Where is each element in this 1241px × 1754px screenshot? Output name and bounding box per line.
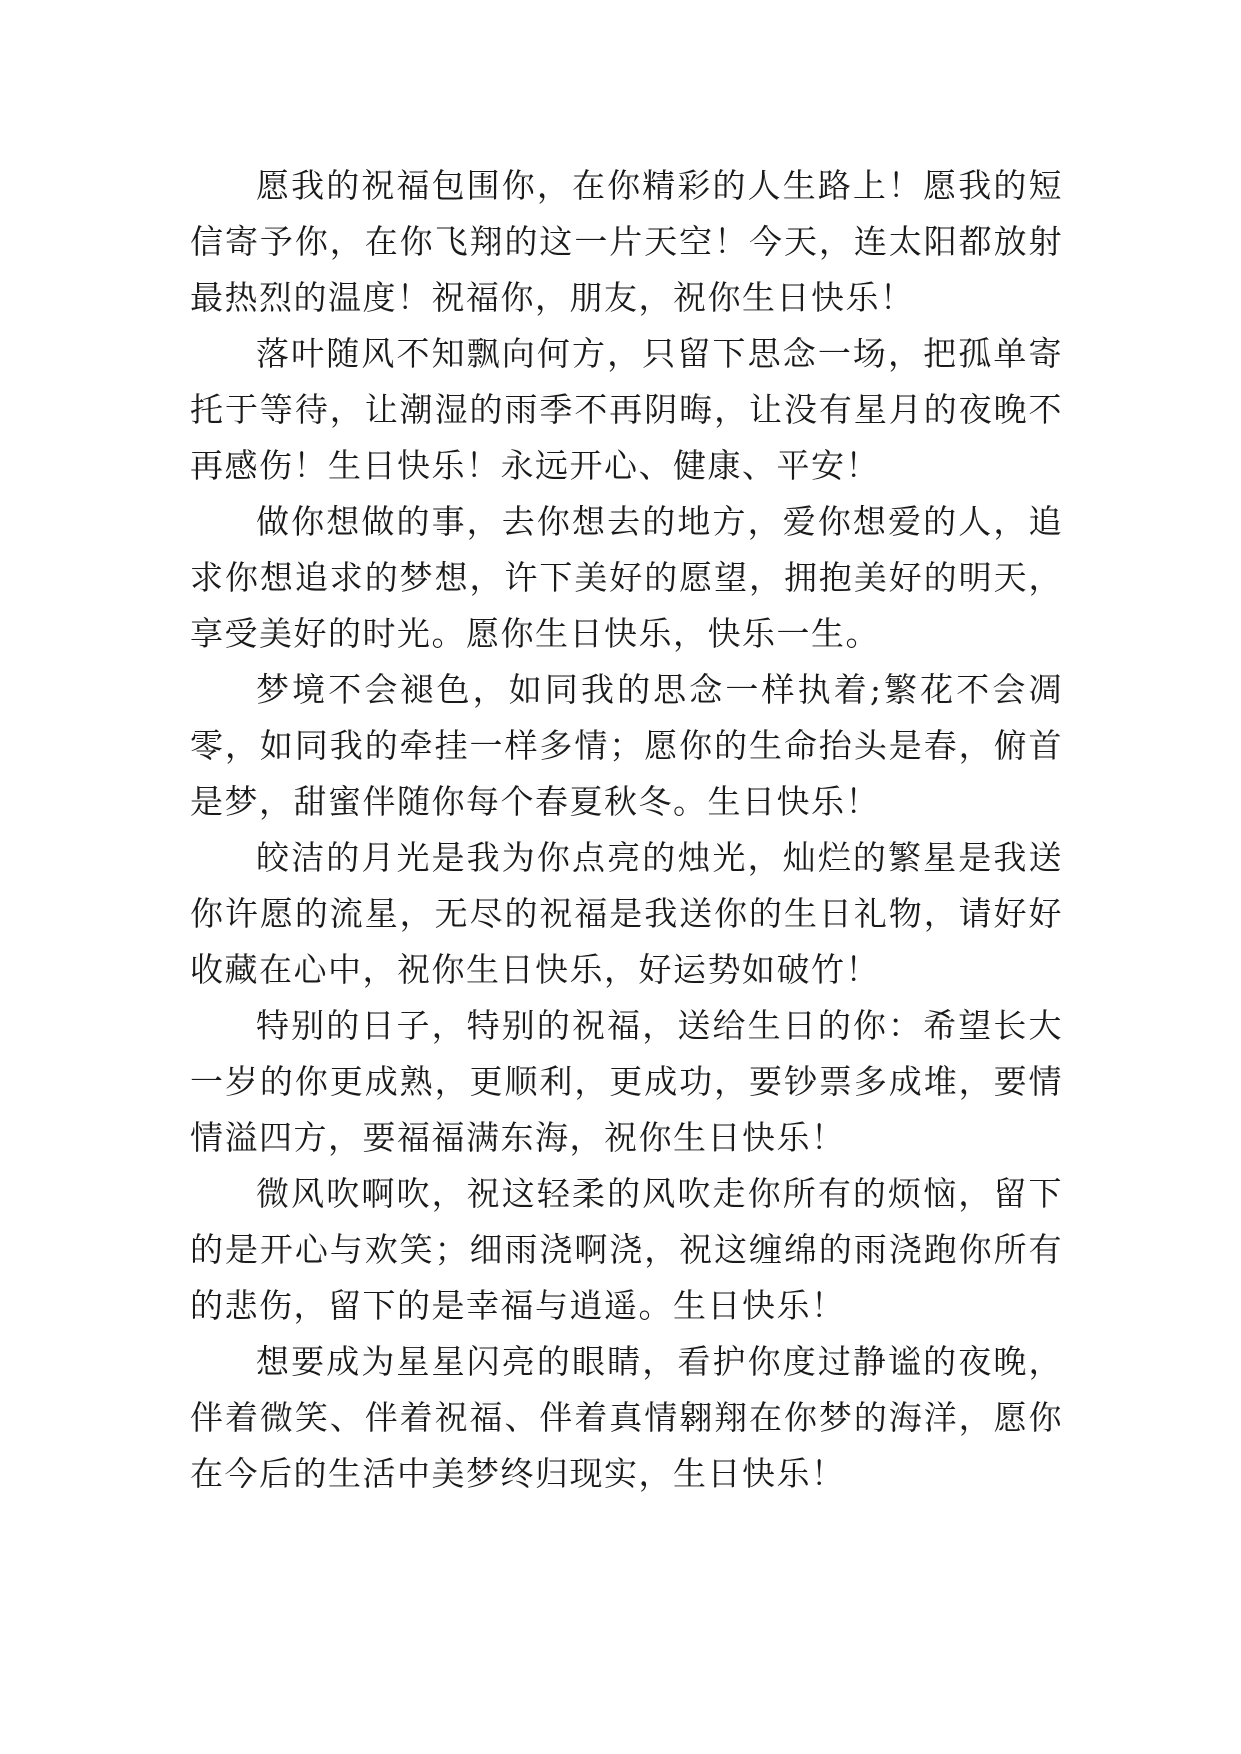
paragraph: 微风吹啊吹，祝这轻柔的风吹走你所有的烦恼，留下的是开心与欢笑；细雨浇啊浇，祝这缠绵的雨浇跑你所有的悲伤，留下的是幸福与逍遥。生日快乐！ [190,1174,1063,1325]
paragraph: 想要成为星星闪亮的眼睛，看护你度过静谧的夜晚，伴着微笑、伴着祝福、伴着真情翱翔在你梦的海洋，愿你在今后的生活中美梦终归现实，生日快乐！ [190,1342,1063,1493]
paragraph: 特别的日子，特别的祝福，送给生日的你：希望长大一岁的你更成熟，更顺利，更成功，要钞票多成堆，要情情溢四方，要福福满东海，祝你生日快乐！ [190,1006,1063,1157]
paragraph: 落叶随风不知飘向何方，只留下思念一场，把孤单寄托于等待，让潮湿的雨季不再阴晦，让没有星月的夜晚不再感伤！生日快乐！永远开心、健康、平安！ [190,334,1063,485]
paragraph: 愿我的祝福包围你，在你精彩的人生路上！愿我的短信寄予你，在你飞翔的这一片天空！今天，连太阳都放射最热烈的温度！祝福你，朋友，祝你生日快乐！ [190,166,1063,317]
paragraph: 做你想做的事，去你想去的地方，爱你想爱的人，追求你想追求的梦想，许下美好的愿望，拥抱美好的明天，享受美好的时光。愿你生日快乐，快乐一生。 [190,502,1063,653]
paragraph: 皎洁的月光是我为你点亮的烛光，灿烂的繁星是我送你许愿的流星，无尽的祝福是我送你的生日礼物，请好好收藏在心中，祝你生日快乐，好运势如破竹！ [190,838,1063,989]
paragraph: 梦境不会褪色，如同我的思念一样执着;繁花不会凋零，如同我的牵挂一样多情；愿你的生命抬头是春，俯首是梦，甜蜜伴随你每个春夏秋冬。生日快乐！ [190,670,1063,821]
document-body [190,158,1063,1502]
